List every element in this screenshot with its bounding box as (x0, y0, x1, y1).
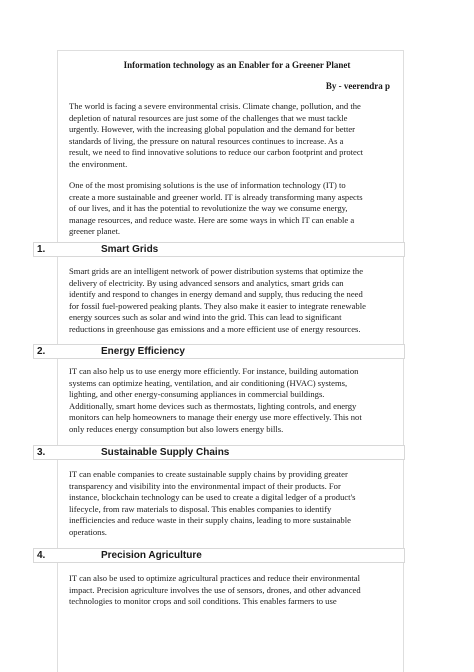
section-heading-precision-agriculture (33, 548, 405, 563)
text-line: instance, blockchain technology can be used to create a digital ledger of a product's (69, 492, 356, 502)
text-line: lifecycle, from raw materials to disposal. This enables companies to identify (69, 503, 332, 514)
text-line: identify and respond to changes in energy demand and supply, thus reducing the need (69, 289, 363, 299)
text-line: transparency and visibility into the environmental impact of their products. For (69, 480, 341, 491)
text-line: Additionally, smart home devices such as thermostats, lighting controls, and energy (69, 400, 357, 411)
section-number: 3. (37, 447, 46, 458)
text-line: technologies to monitor crops and soil conditions. This enables farmers to use (69, 596, 337, 606)
text-line: inefficiencies and reduce waste in their supply chains, leading to more sustainable (69, 515, 351, 525)
section-body-sustainable-supply-chains (69, 469, 409, 538)
section-title: Smart Grids (101, 244, 159, 255)
author-byline: By - veerendra p (325, 81, 390, 91)
section-number: 4. (37, 550, 46, 561)
section-title: Precision Agriculture (101, 550, 202, 561)
text-line: for fossil fuel-powered peaking plants. They also make it easier to integrate renewable (69, 300, 366, 311)
text-line: result, we need to find innovative solutions to reduce our carbon footprint and protect (69, 147, 364, 157)
section-heading-sustainable-supply-chains (33, 445, 405, 460)
text-line: reductions in greenhouse gas emissions and a more efficient use of energy resources. (69, 323, 361, 334)
intro-paragraph-1 (69, 101, 409, 170)
text-line: impact. Precision agriculture involves the use of sensors, drones, and other advanced (69, 584, 361, 595)
section-heading-energy-efficiency (33, 344, 405, 359)
text-line: only reduces energy consumption but also lowers energy bills. (69, 423, 284, 434)
text-line: IT can also be used to optimize agricultural practices and reduce their environmental (69, 573, 360, 583)
section-body-smart-grids (69, 266, 409, 335)
section-number: 1. (37, 244, 46, 255)
text-line: IT can enable companies to create sustainable supply chains by providing greater (69, 469, 348, 479)
text-line: manage resources, and reduce waste. Here are some ways in which IT can enable a (69, 214, 355, 225)
text-line: One of the most promising solutions is the use of information technology (IT) to (69, 180, 346, 190)
text-line: IT can also help us to use energy more efficiently. For instance, building automation (69, 366, 359, 376)
text-line: monitors can help homeowners to manage their energy use more effectively. This not (69, 412, 362, 422)
text-line: The world is facing a severe environmental crisis. Climate change, pollution, and the (69, 101, 361, 111)
text-line: depletion of natural resources are just some of the challenges that we must tackle (69, 112, 348, 123)
text-line: delivery of electricity. By using advanced sensors and analytics, smart grids can (69, 277, 344, 288)
section-body-precision-agriculture (69, 573, 409, 608)
text-line: standards of living, the pressure on natural resources continues to increase. As a (69, 135, 344, 146)
text-line: urgently. However, with the increasing global population and the demand for better (69, 124, 356, 134)
intro-paragraph-2 (69, 180, 409, 238)
text-line: the environment. (69, 158, 128, 169)
text-line: operations. (69, 526, 107, 537)
text-line: energy sources such as solar and wind into the grid. This can lead to significant (69, 312, 342, 322)
text-line: lighting, and other energy-consuming appliances in commercial buildings. (69, 389, 325, 399)
section-body-energy-efficiency (69, 366, 409, 435)
document-title: Information technology as an Enabler for a Greener Planet (123, 60, 351, 70)
section-title: Sustainable Supply Chains (101, 447, 230, 458)
section-title: Energy Efficiency (101, 346, 185, 357)
text-line: systems can optimize heating, ventilation, and air conditioning (HVAC) systems, (69, 377, 348, 388)
text-line: Smart grids are an intelligent network of power distribution systems that optimize the (69, 266, 364, 276)
text-line: create a more sustainable and greener world. IT is already transforming many aspects (69, 191, 363, 202)
text-line: of our lives, and it has the potential to revolutionize the way we consume energy, (69, 203, 348, 213)
section-heading-smart-grids (33, 242, 405, 257)
text-line: greener planet. (69, 226, 121, 236)
section-number: 2. (37, 346, 46, 357)
